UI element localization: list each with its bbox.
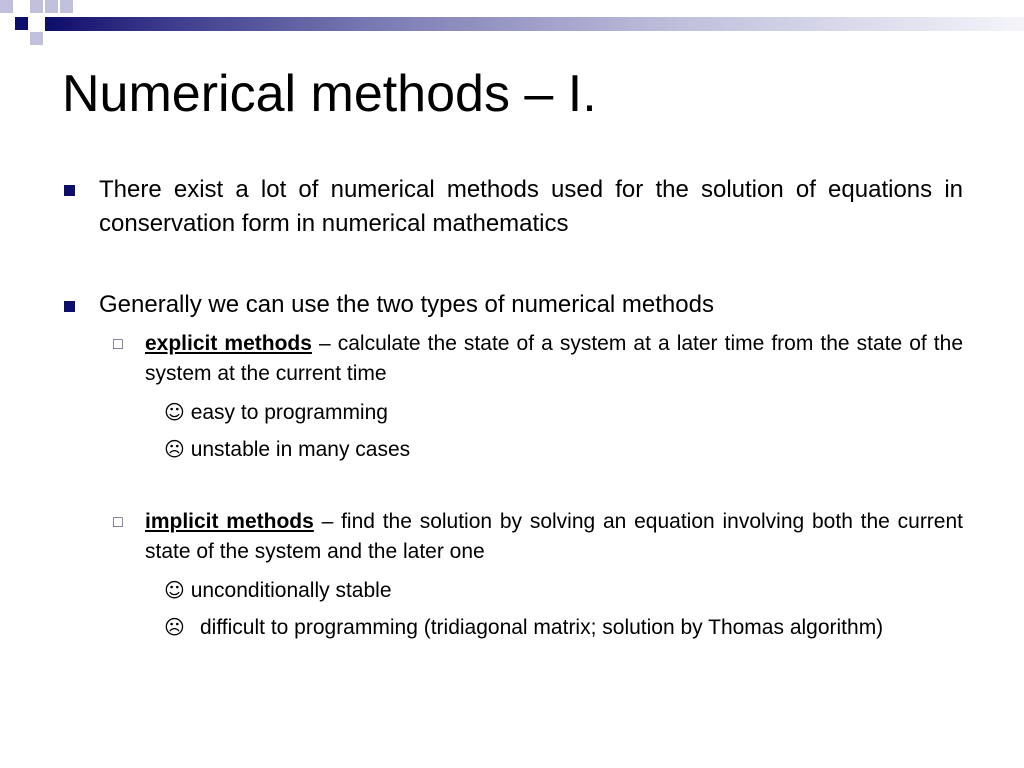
sub-bullet-marker: □ <box>113 514 123 531</box>
explicit-methods-term: explicit methods <box>145 332 312 355</box>
header-square-decoration <box>30 32 43 45</box>
header-square-decoration <box>45 0 58 13</box>
bullet-marker <box>64 301 75 312</box>
explicit-methods-description: – calculate the state of a system at a later time from the state of the system at the current time <box>145 332 964 385</box>
sub-bullet-marker: □ <box>113 336 123 353</box>
header-square-decoration <box>60 0 73 13</box>
header-square-decoration <box>30 0 43 13</box>
header-square-decoration <box>0 0 13 13</box>
implicit-con-text: difficult to programming (tridiagonal matrix; solution by Thomas algorithm) <box>200 616 884 639</box>
implicit-methods-item <box>145 507 963 567</box>
bullet-marker <box>64 185 75 196</box>
smiley-face-icon: ☺ <box>164 578 185 602</box>
implicit-pro <box>164 575 392 606</box>
explicit-pro-text: easy to programming <box>190 401 388 424</box>
implicit-con <box>164 612 963 643</box>
implicit-methods-description: – find the solution by solving an equation involving both the current state of the system and the later one <box>145 510 963 563</box>
slide-title: Numerical methods – I. <box>62 65 597 123</box>
frowning-face-icon: ☹ <box>164 615 185 639</box>
explicit-con <box>164 434 410 465</box>
bullet-text: Generally we can use the two types of numerical methods <box>99 291 714 318</box>
implicit-pro-text: unconditionally stable <box>190 579 392 602</box>
explicit-pro <box>164 397 388 428</box>
smiley-face-icon: ☺ <box>164 400 185 424</box>
explicit-methods-item <box>145 329 963 389</box>
frowning-face-icon: ☹ <box>164 437 185 461</box>
explicit-con-text: unstable in many cases <box>190 438 411 461</box>
header-square-decoration <box>15 17 28 30</box>
bullet-text: There exist a lot of numerical methods used for the solution of equations in conservation form in numerical mathematics <box>99 176 963 237</box>
implicit-methods-term: implicit methods <box>145 510 314 533</box>
header-gradient-bar <box>45 17 1024 31</box>
